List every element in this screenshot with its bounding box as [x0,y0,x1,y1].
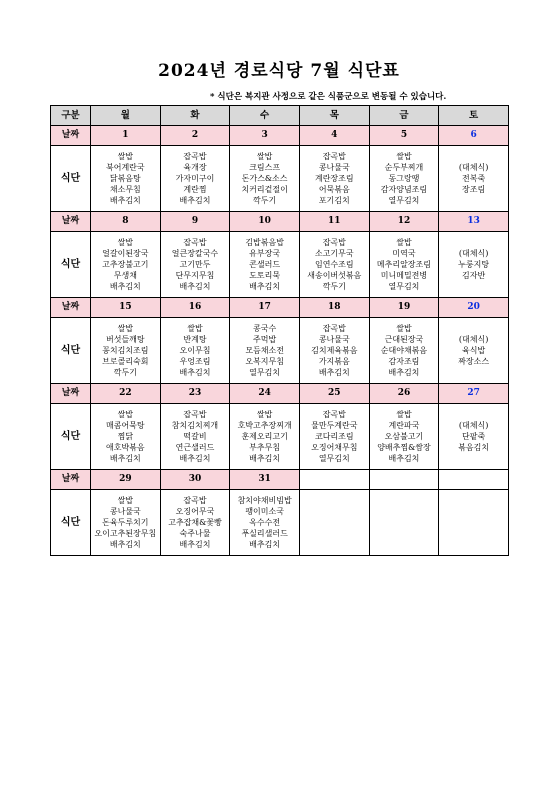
menu-item: 쌀밥 [117,496,134,505]
menu-item: 새송이버섯볶음 [307,271,362,280]
date-cell: 20 [439,298,509,318]
menu-item: 잡곡밥 [183,238,207,247]
menu-item: 고기만두 [179,260,211,269]
menu-item: 닭볶음탕 [109,174,141,183]
menu-item: 오복지무침 [245,357,284,366]
menu-cell [230,318,300,384]
notice-text: * 식단은 복지관 사정으로 같은 식품군으로 변동될 수 있습니다. [210,92,447,102]
menu-item: 근대된장국 [384,335,424,344]
menu-item: 쌀밥 [396,238,412,247]
menu-item: 쌀밥 [396,410,412,419]
menu-cell [91,146,161,212]
menu-cell [230,232,300,298]
menu-item: 단팥죽 [462,432,486,441]
menu-item: 얼갈이된장국 [102,249,149,258]
date-cell: 25 [299,384,369,404]
menu-item: 쌀밥 [187,324,203,333]
date-row-label: 날짜 [51,470,91,490]
menu-cell [160,146,230,212]
menu-item: (대체식) [458,163,489,172]
menu-item: 김치제육볶음 [311,346,358,355]
menu-item: 훈제오리고기 [241,432,288,441]
menu-item: 소고기무국 [314,249,354,258]
date-row [51,384,509,404]
menu-item: 애호박볶음 [106,443,145,452]
date-cell: 31 [230,470,300,490]
menu-item: (대체식) [458,421,489,430]
menu-cell [299,146,369,212]
menu-item: 쌀밥 [256,410,273,419]
menu-item: (대체식) [458,335,489,344]
menu-item: 옥수수전 [249,518,281,527]
menu-cell [91,318,161,384]
menu-item: 반계탕 [183,335,207,344]
menu-cell [439,490,509,556]
menu-item: 꽁치김치조림 [102,346,149,355]
menu-item: 숙주나물 [179,529,211,538]
menu-cell [439,232,509,298]
date-cell: 1 [91,126,161,146]
menu-item: 미니메밀전병 [380,271,428,280]
menu-item: 우엉조림 [179,357,211,366]
date-cell: 15 [91,298,161,318]
header-cell: 월 [91,106,161,126]
menu-item: 감자양념조림 [380,185,428,194]
menu-cell [299,318,369,384]
menu-item: 물만두계란국 [311,421,358,430]
menu-item: 깍두기 [113,368,137,377]
header-row [51,106,509,126]
menu-item: 깍두기 [322,282,346,291]
menu-item: 콩국수 [253,324,277,333]
menu-item: 오징어채무침 [311,443,358,452]
menu-item: 코다리조림 [314,432,354,441]
menu-item: 양배추찜&쌈장 [377,443,431,452]
date-cell: 9 [160,212,230,232]
date-cell: 13 [439,212,509,232]
date-cell [439,470,509,490]
date-cell: 19 [369,298,439,318]
menu-item: 오삼불고기 [384,432,424,441]
menu-cell [160,404,230,470]
date-row-label: 날짜 [51,384,91,404]
date-cell: 5 [369,126,439,146]
menu-row-label: 식단 [51,490,91,556]
menu-item: 쌀밥 [117,152,134,161]
menu-item: 가자미구이 [175,174,215,183]
menu-cell [439,318,509,384]
date-row [51,126,509,146]
date-cell: 12 [369,212,439,232]
menu-cell [91,232,161,298]
date-cell: 18 [299,298,369,318]
menu-item: 도토리묵 [249,271,281,280]
menu-item: 순두부찌개 [384,163,424,172]
menu-item: 팽이미소국 [245,507,284,516]
date-cell: 2 [160,126,230,146]
date-row-label: 날짜 [51,298,91,318]
menu-item: 배추김치 [249,454,281,463]
menu-item: (대체식) [458,249,489,258]
menu-item: 열무김치 [388,282,420,291]
menu-item: 육식밥 [462,346,486,355]
menu-item: 얼큰장칼국수 [171,249,219,258]
menu-cell [439,146,509,212]
menu-item: 쌀밥 [256,152,273,161]
menu-item: 오이무침 [179,346,211,355]
date-row [51,298,509,318]
menu-item: 돈가스&소스 [241,174,288,183]
menu-item: 동그랑땡 [388,174,420,183]
menu-item: 배추김치 [179,454,211,463]
header-cell: 구분 [51,106,91,126]
menu-row [51,232,509,298]
menu-item: 장조림 [462,185,486,194]
menu-item: 배추김치 [388,368,420,377]
menu-cell [299,490,369,556]
menu-item: 크림스프 [249,163,281,172]
menu-cell [369,318,439,384]
header-cell: 화 [160,106,230,126]
menu-cell [230,490,300,556]
menu-item: 무생채 [113,271,137,280]
date-cell: 11 [299,212,369,232]
menu-item: 쌀밥 [396,324,412,333]
menu-item: 고추장불고기 [102,260,149,269]
date-row [51,470,509,490]
date-cell: 4 [299,126,369,146]
menu-item: 누룽지탕 [458,260,490,269]
menu-cell [299,404,369,470]
date-cell: 22 [91,384,161,404]
menu-item: 쌀밥 [117,238,134,247]
menu-item: 계란장조림 [314,174,354,183]
menu-item: 치커리겉절이 [241,185,288,194]
menu-item: 호박고추장찌개 [237,421,292,430]
menu-item: 콩나물국 [318,163,350,172]
menu-cell [369,146,439,212]
menu-item: 어묵볶음 [318,185,350,194]
date-cell: 24 [230,384,300,404]
menu-item: 가지볶음 [318,357,350,366]
menu-item: 배추김치 [249,540,281,549]
menu-item: 북어계란국 [106,163,145,172]
menu-item: 잡곡밥 [322,238,346,247]
menu-item: 잡곡밥 [183,410,207,419]
menu-item: 채소무침 [109,185,141,194]
date-row [51,212,509,232]
menu-item: 배추김치 [109,454,141,463]
menu-item: 고추잡채&꽃빵 [168,518,222,527]
menu-item: 모듬채소전 [245,346,284,355]
menu-item: 찜닭 [117,432,134,441]
menu-item: 오징어무국 [175,507,215,516]
menu-row-label: 식단 [51,146,91,212]
menu-item: 열무김치 [318,454,350,463]
header-cell: 수 [230,106,300,126]
date-cell: 27 [439,384,509,404]
date-row-label: 날짜 [51,212,91,232]
menu-cell [230,146,300,212]
menu-row-label: 식단 [51,318,91,384]
menu-row [51,146,509,212]
menu-item: 쌀밥 [396,152,412,161]
menu-item: 미역국 [392,249,416,258]
menu-item: 오이고추된장무침 [94,529,157,538]
date-cell: 6 [439,126,509,146]
date-cell [299,470,369,490]
header-cell: 금 [369,106,439,126]
menu-item: 콘샐러드 [249,260,281,269]
menu-item: 배추김치 [249,282,281,291]
menu-item: 육개장 [183,163,207,172]
menu-item: 포기김치 [318,196,350,205]
menu-item: 버섯들깨탕 [106,335,145,344]
menu-item: 김밥볶음밥 [245,238,284,247]
date-cell: 23 [160,384,230,404]
date-cell [369,470,439,490]
menu-item: 배추김치 [109,282,141,291]
menu-cell [160,490,230,556]
menu-item: 김자반 [462,271,486,280]
menu-item: 메추리알장조림 [376,260,431,269]
menu-row [51,318,509,384]
menu-item: 잡곡밥 [322,152,346,161]
menu-item: 쌀밥 [117,324,134,333]
menu-cell [369,404,439,470]
menu-row [51,404,509,470]
menu-item: 배추김치 [179,540,211,549]
date-cell: 30 [160,470,230,490]
date-cell: 17 [230,298,300,318]
menu-item: 잡곡밥 [183,496,207,505]
menu-item: 열무김치 [388,196,420,205]
menu-item: 열무김치 [249,368,281,377]
menu-item: 전복죽 [462,174,486,183]
menu-item: 배추김치 [318,368,350,377]
menu-item: 볶음김치 [458,443,490,452]
menu-item: 계란찜 [183,185,207,194]
menu-item: 유부장국 [249,249,281,258]
menu-item: 잡곡밥 [183,152,207,161]
menu-item: 돈육두루치기 [102,518,149,527]
page-title: 2024년 경로식당 7월 식단표 [158,61,400,81]
menu-item: 배추김치 [179,282,211,291]
menu-item: 배추김치 [179,196,211,205]
menu-item: 쌀밥 [117,410,134,419]
menu-item: 임연수조림 [314,260,354,269]
menu-item: 연근샐러드 [175,443,215,452]
date-row-label: 날짜 [51,126,91,146]
menu-table [50,105,509,556]
menu-item: 부추무침 [249,443,281,452]
menu-item: 브로콜리숙회 [102,357,149,366]
menu-item: 떡갈비 [183,432,207,441]
menu-cell [299,232,369,298]
date-cell: 16 [160,298,230,318]
date-cell: 8 [91,212,161,232]
menu-cell [91,490,161,556]
menu-cell [439,404,509,470]
menu-item: 참치김치찌개 [171,421,219,430]
menu-cell [369,490,439,556]
menu-item: 잡곡밥 [322,324,346,333]
menu-item: 콩나물국 [318,335,350,344]
menu-item: 순대야채볶음 [380,346,428,355]
menu-item: 깍두기 [253,196,277,205]
menu-row [51,490,509,556]
date-cell: 10 [230,212,300,232]
date-cell: 29 [91,470,161,490]
menu-cell [160,318,230,384]
menu-item: 배추김치 [109,196,141,205]
menu-item: 참치야채비빔밥 [237,496,292,505]
menu-row-label: 식단 [51,404,91,470]
date-cell: 3 [230,126,300,146]
menu-item: 배추김치 [388,454,420,463]
menu-cell [369,232,439,298]
menu-item: 잡곡밥 [322,410,346,419]
menu-item: 콩나물국 [109,507,141,516]
menu-cell [160,232,230,298]
menu-item: 감자조림 [388,357,420,366]
menu-item: 주먹밥 [253,335,277,344]
menu-item: 매콤어묵탕 [106,421,145,430]
menu-cell [230,404,300,470]
menu-row-label: 식단 [51,232,91,298]
date-cell: 26 [369,384,439,404]
menu-cell [91,404,161,470]
menu-item: 짜장소스 [458,357,490,366]
menu-item: 배추김치 [179,368,211,377]
menu-item: 단무지무침 [175,271,215,280]
header-cell: 토 [439,106,509,126]
header-cell: 목 [299,106,369,126]
menu-item: 푸실리샐러드 [241,529,288,538]
menu-item: 계란파국 [388,421,420,430]
menu-item: 배추김치 [109,540,141,549]
